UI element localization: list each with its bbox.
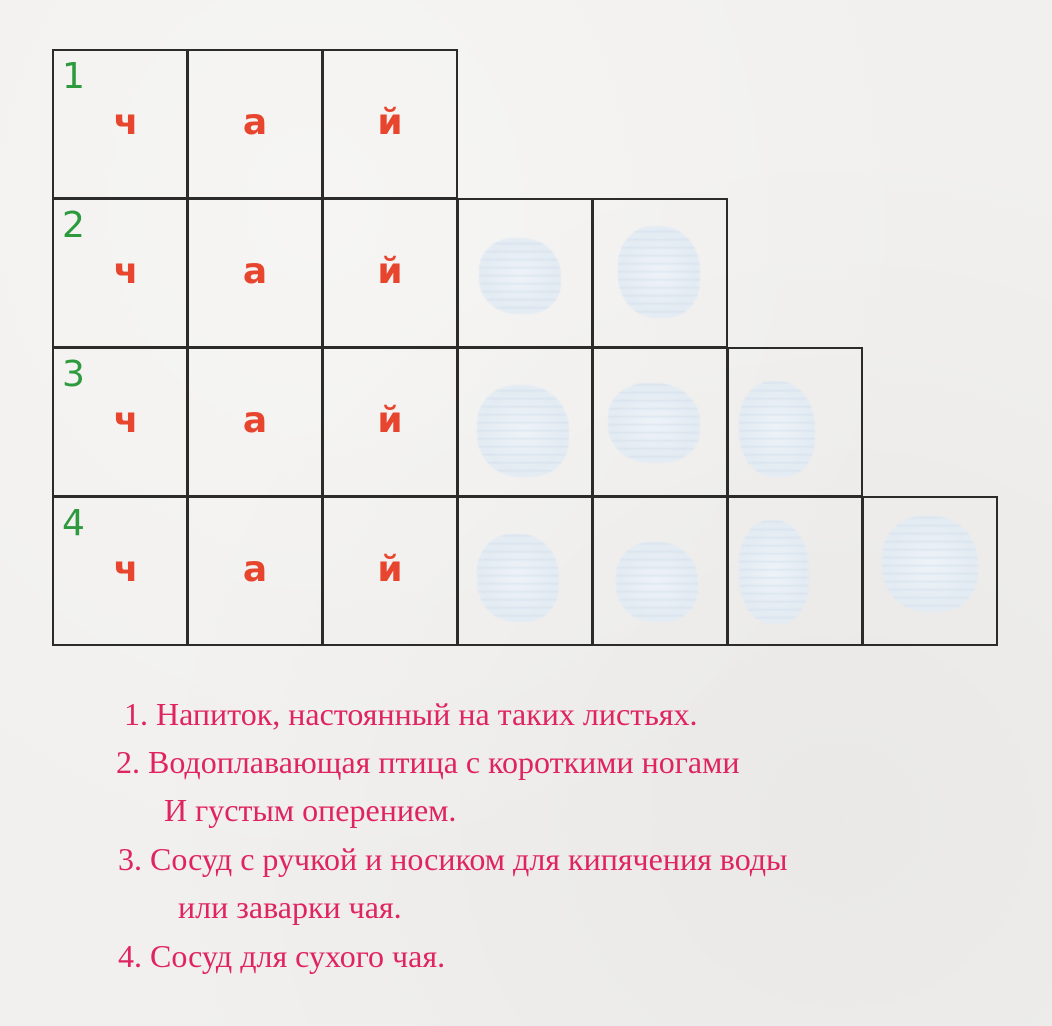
row-3-number: 3	[62, 354, 85, 395]
row-4-letter-2: а	[242, 549, 268, 590]
row-4-letter-3: й	[377, 549, 403, 590]
row-3-letter-3: й	[377, 400, 403, 441]
row-4-number: 4	[62, 503, 85, 544]
clue-2-line-2: И густым оперением.	[164, 792, 457, 828]
clue-2-line-1: 2. Водоплавающая птица с короткими ногами	[116, 744, 740, 780]
row-2-letter-3: й	[377, 251, 403, 292]
clue-1: 1. Напиток, настоянный на таких листьях.	[124, 696, 698, 732]
row-1-letter-2: а	[242, 102, 268, 143]
row-1-letter-1: ч	[113, 102, 139, 143]
row-3-letter-2: а	[242, 400, 268, 441]
row-2-letter-1: ч	[113, 251, 139, 292]
clue-3-line-2: или заварки чая.	[178, 889, 402, 925]
row-3-letter-1: ч	[113, 400, 139, 441]
row-4-letter-1: ч	[113, 549, 139, 590]
clue-4: 4. Сосуд для сухого чая.	[118, 938, 446, 974]
clue-3-line-1: 3. Сосуд с ручкой и носиком для кипячения воды	[118, 841, 788, 877]
row-2-number: 2	[62, 205, 85, 246]
row-1-number: 1	[62, 56, 85, 97]
row-2-letter-2: а	[242, 251, 268, 292]
row-1-letter-3: й	[377, 102, 403, 143]
